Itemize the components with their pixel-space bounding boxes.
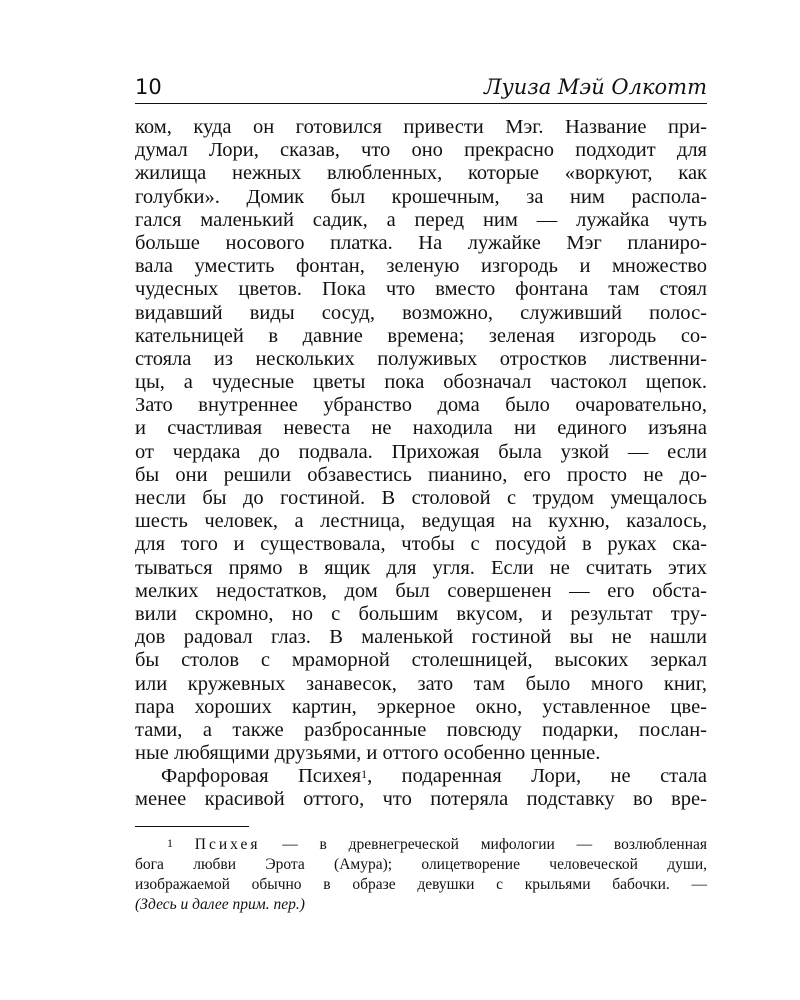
text-line: менее красивой оттого, что потеряла подставку во вре- <box>135 788 707 811</box>
text-line: видавший виды сосуд, возможно, служивший полос- <box>135 301 707 324</box>
footnote-definition: — в древнегреческой мифологии — возлюбленная <box>260 836 707 853</box>
footnote-line <box>135 835 707 855</box>
text-line: бы столов с мраморной столешницей, высоких зеркал <box>135 649 707 672</box>
text-line: несли бы до гостиной. В столовой с трудом умещалось <box>135 487 707 509</box>
footnote-term: Психея <box>194 836 261 853</box>
text-line: Зато внутреннее убранство дома было очаровательно, <box>135 394 707 417</box>
running-title: Луиза Мэй Олкотт <box>484 75 707 99</box>
text-line: стояла из нескольких полуживых отростков лиственни- <box>135 347 707 370</box>
text-line: чудесных цветов. Пока что вместо фонтана там стоял <box>135 278 707 301</box>
header-rule <box>135 103 707 104</box>
page-header <box>135 74 707 104</box>
footnote-rule <box>135 826 249 827</box>
page-number: 10 <box>135 75 162 99</box>
footnote-line: бога любви Эрота (Амура); олицетворение человеческой души, <box>135 856 707 873</box>
paragraph-start-line <box>135 765 707 788</box>
text-line: вили скромно, но с большим вкусом, и результат тру- <box>135 602 707 625</box>
paragraph-start-text-rest: , подаренная Лори, не стала <box>367 765 707 788</box>
paragraph-end-line: ные любящими друзьями, и оттого особенно ценные. <box>135 742 601 765</box>
text-line: мелких недостатков, дом был совершенен — его обста- <box>135 579 707 602</box>
text-line: голубки». Домик был крошечным, за ним распола- <box>135 185 707 208</box>
text-line: от чердака до подвала. Прихожая была узкой — если <box>135 440 707 463</box>
text-line: ком, куда он готовился привести Мэг. Название при- <box>135 116 707 138</box>
text-line: больше носового платка. На лужайке Мэг планиро- <box>135 231 707 254</box>
text-line: бы они решили обзавестись пианино, его просто не до- <box>135 463 707 486</box>
text-line: и счастливая невеста не находила ни единого изъяна <box>135 417 707 440</box>
text-line: кательницей в давние времена; зеленая изгородь со- <box>135 324 707 347</box>
text-line: думал Лори, сказав, что оно прекрасно подходит для <box>135 139 707 162</box>
text-line: цы, а чудесные цветы пока обозначал частокол щепок. <box>135 371 707 394</box>
text-line: гался маленький садик, а перед ним — лужайка чуть <box>135 208 707 231</box>
text-line: или кружевных занавесок, зато там было много книг, <box>135 672 707 695</box>
text-line: тами, а также разбросанные повсюду подарки, послан- <box>135 718 707 741</box>
footnote-note: (Здесь и далее прим. пер.) <box>135 896 305 913</box>
text-line: тываться прямо в ящик для угля. Если не считать этих <box>135 556 707 579</box>
text-line: жилища нежных влюбленных, которые «воркуют, как <box>135 162 707 185</box>
text-line: пара хороших картин, эркерное окно, уставленное цве- <box>135 695 707 718</box>
footnote-marker: 1 <box>167 836 173 850</box>
paragraph-start-text: Фарфоровая Психея <box>161 765 362 788</box>
footnote <box>135 835 707 915</box>
footnote-line: изображаемой обычно в образе девушки с крыльями бабочки. — <box>135 876 707 893</box>
body-text <box>135 116 707 812</box>
text-line: вала уместить фонтан, зеленую изгородь и множество <box>135 255 707 278</box>
text-line: дов радовал глаз. В маленькой гостиной вы не нашли <box>135 626 707 649</box>
footnote-reference[interactable]: 1 <box>361 767 368 782</box>
text-line: шесть человек, а лестница, ведущая на кухню, казалось, <box>135 510 707 533</box>
text-line: для того и существовала, чтобы с посудой в руках ска- <box>135 533 707 556</box>
